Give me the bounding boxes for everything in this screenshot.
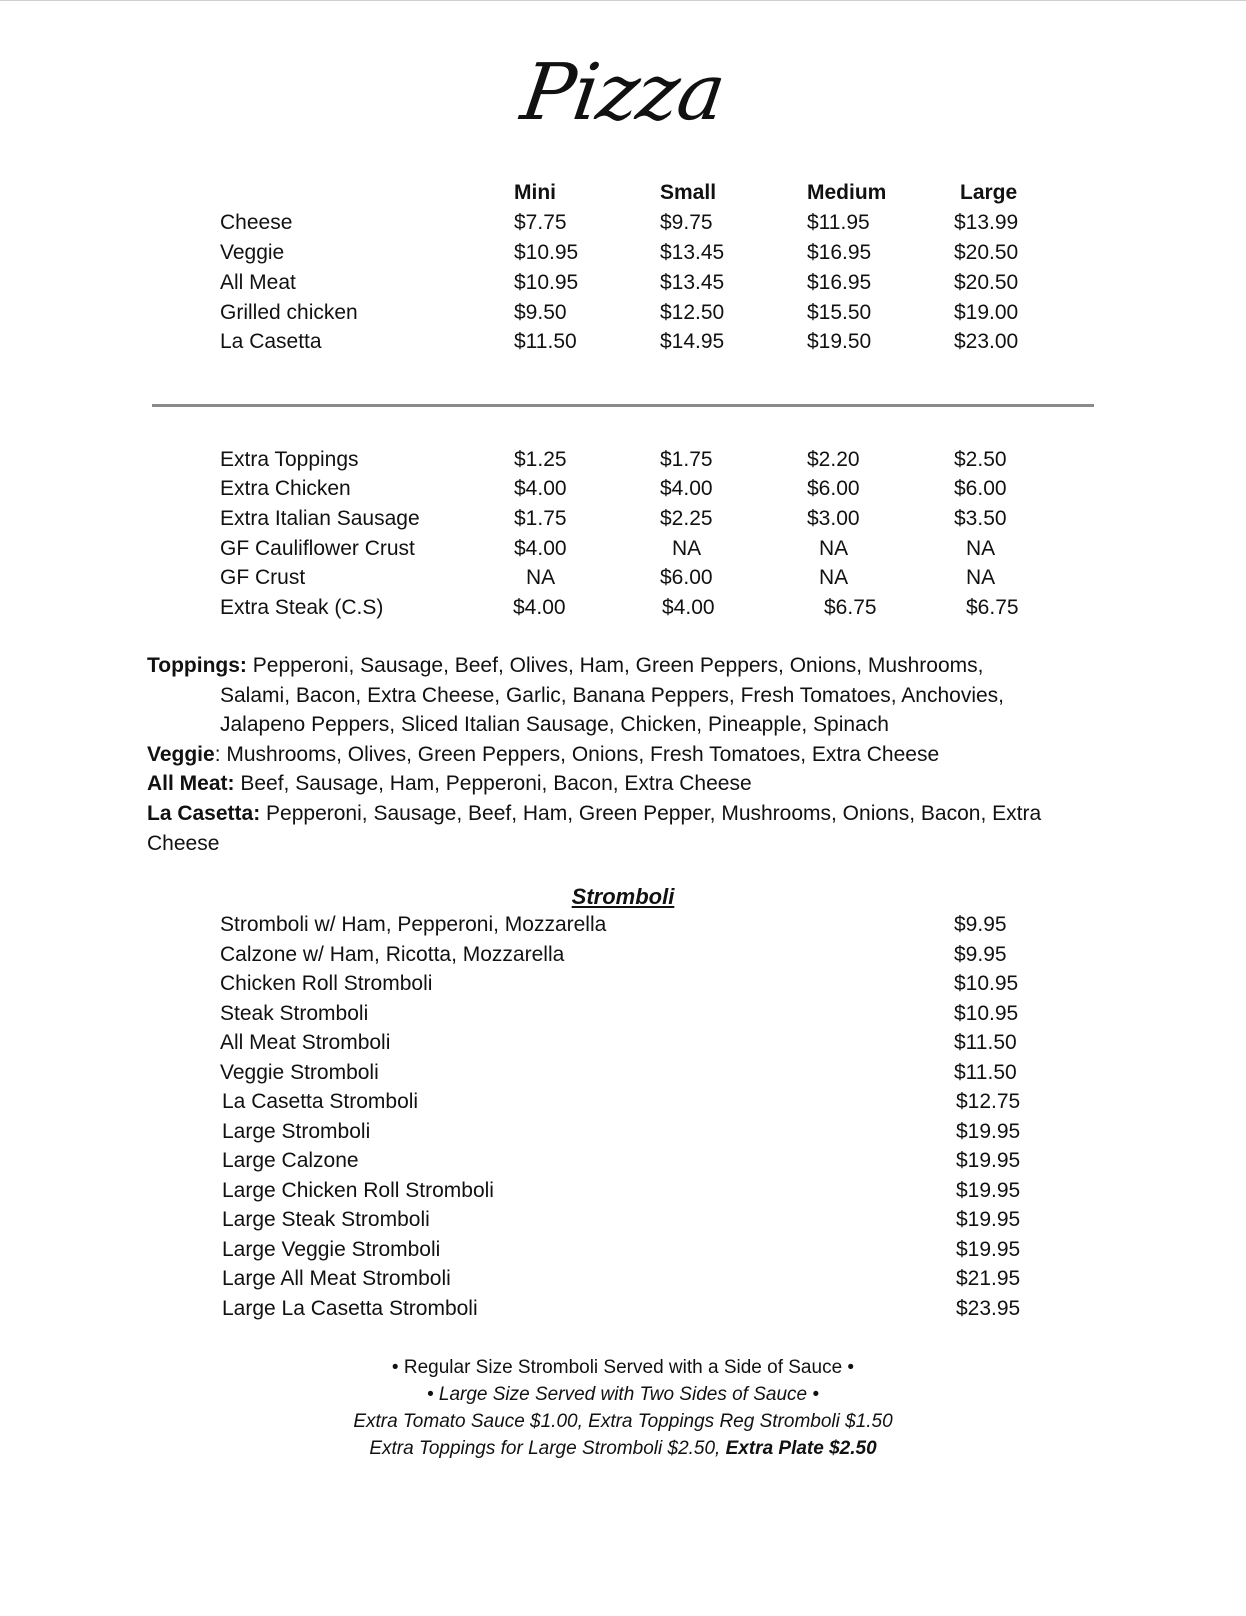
stromboli-item: La Casetta Stromboli bbox=[222, 1090, 419, 1113]
extra-price: $4.00 bbox=[662, 596, 715, 619]
extra-price: $4.00 bbox=[660, 477, 713, 500]
extra-price: $6.75 bbox=[966, 596, 1019, 619]
stromboli-item: Veggie Stromboli bbox=[220, 1061, 379, 1084]
stromboli-price: $21.95 bbox=[956, 1267, 1021, 1290]
pizza-name: La Casetta bbox=[220, 330, 322, 353]
pizza-price: $9.50 bbox=[514, 301, 567, 324]
pizza-price: $12.50 bbox=[660, 301, 725, 324]
veggie-label: Veggie bbox=[147, 742, 215, 766]
pizza-price: $11.95 bbox=[807, 211, 870, 234]
lacasetta-text: Pepperoni, Sausage, Beef, Ham, Green Pepper, Mushrooms, Onions, Bacon, Extra Cheese bbox=[147, 801, 1042, 855]
extra-price: $6.75 bbox=[824, 596, 877, 619]
pizza-name: Cheese bbox=[220, 211, 293, 234]
pizza-price: $9.75 bbox=[660, 211, 713, 234]
stromboli-item: Large Stromboli bbox=[222, 1120, 371, 1143]
stromboli-price: $11.50 bbox=[954, 1061, 1017, 1084]
extra-price: $2.20 bbox=[807, 448, 860, 471]
stromboli-item: Chicken Roll Stromboli bbox=[220, 972, 433, 995]
pizza-price: $7.75 bbox=[514, 211, 567, 234]
pizza-price: $10.95 bbox=[514, 271, 579, 294]
pizza-price: $11.50 bbox=[514, 330, 577, 353]
header-large: Large bbox=[960, 181, 1018, 204]
stromboli-price: $9.95 bbox=[954, 943, 1007, 966]
pizza-price: $19.50 bbox=[807, 330, 872, 353]
pizza-name: All Meat bbox=[220, 271, 296, 294]
stromboli-price: $10.95 bbox=[954, 1002, 1019, 1025]
toppings-text: Pepperoni, Sausage, Beef, Olives, Ham, Green Peppers, Onions, Mushrooms, bbox=[246, 654, 984, 677]
extra-name: Extra Toppings bbox=[220, 448, 359, 471]
note-extra-sauce-toppings: Extra Tomato Sauce $1.00, Extra Toppings Reg Stromboli $1.50 bbox=[353, 1411, 893, 1432]
toppings-text: Salami, Bacon, Extra Cheese, Garlic, Banana Peppers, Fresh Tomatoes, Anchovies, bbox=[220, 683, 1005, 707]
note-large-toppings bbox=[0, 1435, 1246, 1462]
extra-price: $1.25 bbox=[514, 448, 567, 471]
extra-price: $3.50 bbox=[954, 507, 1007, 530]
pizza-price: $16.95 bbox=[807, 241, 872, 264]
extra-price: $1.75 bbox=[514, 507, 567, 530]
extra-price: $6.00 bbox=[954, 477, 1007, 500]
extra-price: $4.00 bbox=[514, 537, 567, 560]
header-small: Small bbox=[660, 181, 717, 204]
stromboli-price: $12.75 bbox=[956, 1090, 1021, 1113]
allmeat-label: All Meat: bbox=[147, 772, 235, 796]
extra-name: GF Cauliflower Crust bbox=[220, 537, 415, 560]
pizza-price: $20.50 bbox=[954, 271, 1019, 294]
note-regular-sauce: • Regular Size Stromboli Served with a Side of Sauce • bbox=[391, 1357, 855, 1378]
pizza-price: $13.45 bbox=[660, 241, 725, 264]
toppings-label: Toppings: bbox=[147, 654, 247, 677]
stromboli-item: Large Chicken Roll Stromboli bbox=[222, 1179, 494, 1202]
pizza-price: $13.99 bbox=[954, 211, 1019, 234]
note-large-sauce: • Large Size Served with Two Sides of Sauce • bbox=[426, 1384, 820, 1405]
extra-price: $3.00 bbox=[807, 507, 860, 530]
lacasetta-line bbox=[147, 799, 1067, 858]
header-medium: Medium bbox=[807, 181, 887, 204]
extra-price: $4.00 bbox=[514, 477, 567, 500]
section-divider bbox=[152, 404, 1094, 407]
veggie-text: : Mushrooms, Olives, Green Peppers, Onions, Fresh Tomatoes, Extra Cheese bbox=[214, 742, 940, 766]
extra-name: Extra Steak (C.S) bbox=[220, 596, 384, 619]
stromboli-item: Large La Casetta Stromboli bbox=[222, 1297, 478, 1320]
allmeat-text: Beef, Sausage, Ham, Pepperoni, Bacon, Extra Cheese bbox=[234, 772, 752, 796]
extra-price: $6.00 bbox=[807, 477, 860, 500]
stromboli-price: $10.95 bbox=[954, 972, 1019, 995]
pizza-price: $19.00 bbox=[954, 301, 1019, 324]
stromboli-item: Large All Meat Stromboli bbox=[222, 1267, 451, 1290]
pizza-price: $13.45 bbox=[660, 271, 725, 294]
extra-price: NA bbox=[966, 566, 996, 589]
stromboli-item: All Meat Stromboli bbox=[220, 1031, 391, 1054]
pizza-price: $20.50 bbox=[954, 241, 1019, 264]
stromboli-price: $19.95 bbox=[956, 1208, 1021, 1231]
stromboli-title: Stromboli bbox=[571, 884, 675, 909]
pizza-price: $16.95 bbox=[807, 271, 872, 294]
extra-price: $2.25 bbox=[660, 507, 713, 530]
pizza-name: Grilled chicken bbox=[220, 301, 358, 324]
stromboli-price: $23.95 bbox=[956, 1297, 1021, 1320]
extra-price: NA bbox=[819, 566, 849, 589]
stromboli-price: $19.95 bbox=[956, 1149, 1021, 1172]
stromboli-item: Large Veggie Stromboli bbox=[222, 1238, 441, 1261]
note-large-toppings-text: Extra Toppings for Large Stromboli $2.50, bbox=[369, 1438, 726, 1459]
stromboli-price: $19.95 bbox=[956, 1238, 1021, 1261]
allmeat-line bbox=[147, 769, 1067, 799]
header-mini: Mini bbox=[514, 181, 556, 204]
top-border bbox=[0, 0, 1246, 1]
pizza-name: Veggie bbox=[220, 241, 285, 264]
lacasetta-label: La Casetta: bbox=[147, 801, 261, 825]
extra-price: NA bbox=[526, 566, 556, 589]
stromboli-item: Large Steak Stromboli bbox=[222, 1208, 430, 1231]
stromboli-item: Large Calzone bbox=[222, 1149, 359, 1172]
pizza-price: $15.50 bbox=[807, 301, 872, 324]
extra-name: Extra Italian Sausage bbox=[220, 507, 420, 530]
veggie-line bbox=[147, 740, 1067, 770]
stromboli-item: Steak Stromboli bbox=[220, 1002, 369, 1025]
extra-price: NA bbox=[819, 537, 849, 560]
pizza-price: $14.95 bbox=[660, 330, 725, 353]
extra-name: Extra Chicken bbox=[220, 477, 351, 500]
pizza-price: $23.00 bbox=[954, 330, 1019, 353]
page-title: Pizza bbox=[516, 48, 730, 138]
extra-price: NA bbox=[966, 537, 996, 560]
extra-price: $4.00 bbox=[513, 596, 566, 619]
extra-price: $1.75 bbox=[660, 448, 713, 471]
stromboli-price: $9.95 bbox=[954, 913, 1007, 936]
pizza-descriptions bbox=[147, 651, 1067, 858]
stromboli-price: $19.95 bbox=[956, 1179, 1021, 1202]
stromboli-item: Stromboli w/ Ham, Pepperoni, Mozzarella bbox=[220, 913, 607, 936]
stromboli-notes bbox=[0, 1354, 1246, 1462]
pizza-price: $10.95 bbox=[514, 241, 579, 264]
stromboli-price: $11.50 bbox=[954, 1031, 1017, 1054]
extra-price: $6.00 bbox=[660, 566, 713, 589]
extra-price: $2.50 bbox=[954, 448, 1007, 471]
toppings-text: Jalapeno Peppers, Sliced Italian Sausage, Chicken, Pineapple, Spinach bbox=[220, 713, 889, 737]
toppings-line bbox=[147, 651, 1067, 681]
extra-name: GF Crust bbox=[220, 566, 306, 589]
stromboli-item: Calzone w/ Ham, Ricotta, Mozzarella bbox=[220, 943, 565, 966]
extra-price: NA bbox=[672, 537, 702, 560]
stromboli-price: $19.95 bbox=[956, 1120, 1021, 1143]
note-extra-plate: Extra Plate $2.50 bbox=[725, 1438, 877, 1459]
